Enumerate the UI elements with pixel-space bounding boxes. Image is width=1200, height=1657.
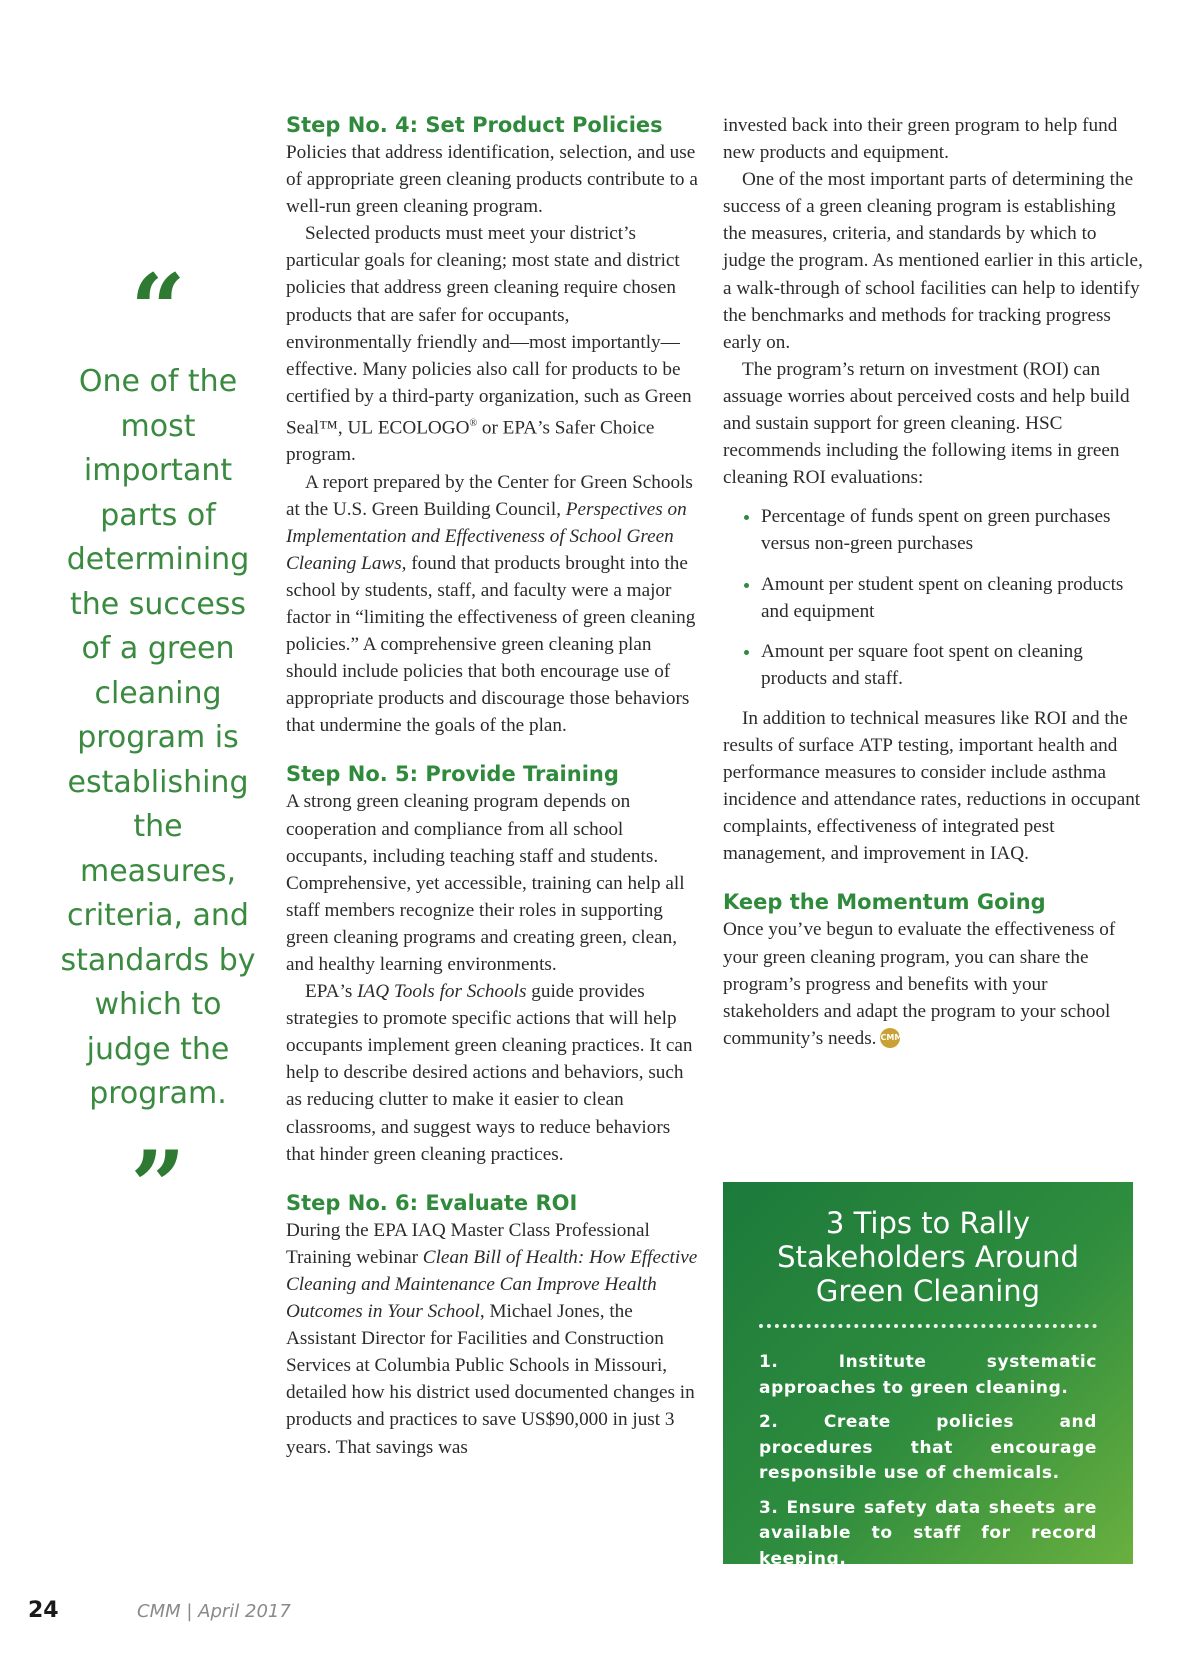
page-footer	[28, 1598, 291, 1623]
tips-box-title: 3 Tips to Rally Stakeholders Around Green Cleaning	[777, 1206, 1079, 1308]
step4-paragraph-1: Policies that address identification, selection, and use of appropriate green cleaning products contribute to a well-run green cleaning program.	[286, 142, 698, 218]
step6-paragraph-3: The program’s return on investment (ROI) can assuage worries about perceived costs and help build and sustain support for green cleaning. HSC recommends including the following items in green cleaning ROI evaluations:	[723, 358, 1130, 489]
step6-paragraph-2: One of the most important parts of determining the success of a green cleaning program is establishing the measures, criteria, and standards by which to judge the program. As mentioned earlier in this article, a walk-through of school facilities can help to identify the benchmarks and methods for tracking progress early on.	[723, 169, 1143, 353]
step5-paragraph-1: A strong green cleaning program depends on cooperation and compliance from all school occupants, including teaching staff and students. Comprehensive, yet accessible, training can help all staff members recognize their roles in supporting green cleaning programs and creating green, clean, and healthy learning environments.	[286, 791, 685, 976]
step4-paragraph-3: A report prepared by the Center for Green Schools at the U.S. Green Building Council, Perspectives on Implementation and Effectiveness of School Green Cleaning Laws, found that products brought into the school by students, staff, and faculty were a major factor in “limiting the effectiveness of green cleaning policies.” A comprehensive green cleaning plan should include policies that both encourage use of appropriate products and discourage those behaviors that undermine the goals of the plan.	[286, 471, 696, 737]
publication-info: CMM | April 2017	[137, 1601, 291, 1622]
momentum-paragraph: Once you’ve begun to evaluate the effectiveness of your green cleaning program, you can share the program’s progress and benefits with your stakeholders and adapt the program to your school community’s needs. CMM	[723, 919, 1116, 1049]
tip-item: 3. Ensure safety data sheets are available to staff for record keeping.	[759, 1497, 1097, 1569]
step6-heading: Step No. 6: Evaluate ROI	[286, 1190, 578, 1215]
article-column-middle	[286, 112, 698, 1461]
tips-sidebar-box	[723, 1182, 1133, 1569]
list-item: • Amount per student spent on cleaning products and equipment	[761, 571, 1143, 625]
step6-paragraph-1: During the EPA IAQ Master Class Professional Training webinar Clean Bill of Health: How Effective Cleaning and Maintenance Can Improve Health Outcomes in Your School, Michael Jones, the Assistant Director for Facilities and Construction Services at Columbia Public Schools in Missouri, detailed how his district used documented changes in products and practices to save US$90,000 in just 3 years. That savings was	[286, 1219, 698, 1458]
step5-paragraph-2: EPA’s IAQ Tools for Schools guide provides strategies to promote specific actions that will help occupants implement green cleaning practices. It can help to describe desired actions and behaviors, such as reducing clutter to make it easier to clean classrooms, and suggest ways to reduce behaviors that hinder green cleaning practices.	[286, 981, 693, 1165]
roi-items-list	[723, 503, 1143, 692]
step6-paragraph-4: In addition to technical measures like ROI and the results of surface ATP testing, important health and performance measures to consider include asthma incidence and attendance rates, reductions in occupant complaints, effectiveness of integrated pest management, and improvement in IAQ.	[723, 707, 1141, 865]
open-quote-mark: “	[130, 253, 186, 366]
pull-quote	[58, 253, 258, 1243]
tip-item: 2. Create policies and procedures that encourage responsible use of chemicals.	[759, 1412, 1097, 1483]
momentum-heading: Keep the Momentum Going	[723, 890, 1046, 915]
pull-quote-text: One of the most important parts of determining the success of a green cleaning program is establishing the measures, criteria, and standards by which to judge the program.	[60, 364, 256, 1111]
step5-heading: Step No. 5: Provide Training	[286, 762, 619, 787]
close-quote-mark: ”	[130, 1129, 186, 1243]
tip-item: 1. Institute systematic approaches to green cleaning.	[759, 1352, 1097, 1398]
step4-heading: Step No. 4: Set Product Policies	[286, 113, 663, 137]
step4-paragraph-2: Selected products must meet your district’s particular goals for cleaning; most state and district policies that address green cleaning require chosen products that are safer for occupants, environmentally friendly and—most importantly—effective. Many policies also call for products to be certified by a third-party organization, such as Green Seal™, UL ECOLOGO® or EPA’s Safer Choice program.	[286, 223, 692, 466]
list-item: • Percentage of funds spent on green purchases versus non-green purchases	[761, 503, 1143, 557]
page-number: 24	[28, 1598, 59, 1623]
end-mark-icon: CMM	[880, 1028, 900, 1048]
dotted-divider	[759, 1324, 1097, 1328]
article-column-right	[723, 112, 1143, 1052]
list-item: • Amount per square foot spent on cleaning products and staff.	[761, 638, 1143, 692]
step6-paragraph-1-continued: invested back into their green program to help fund new products and equipment.	[723, 115, 1118, 164]
